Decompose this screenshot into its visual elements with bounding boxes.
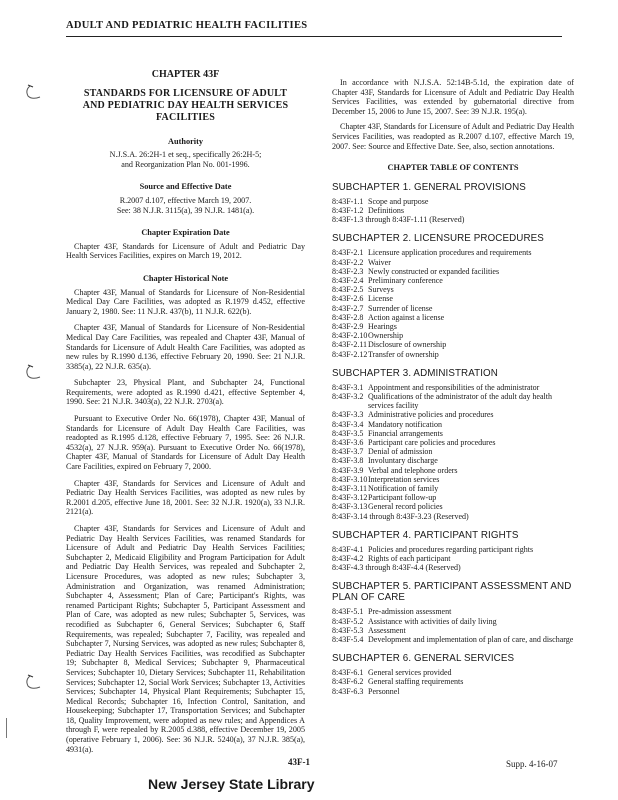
toc-section-number: 8:43F-2.9 <box>332 321 364 331</box>
toc-section-number: 8:43F-2.7 <box>332 303 364 313</box>
toc-reserved-range: 8:43F-3.14 through 8:43F-3.23 (Reserved) <box>332 511 469 521</box>
toc-section-row <box>332 502 574 511</box>
toc-title: CHAPTER TABLE OF CONTENTS <box>387 163 519 173</box>
history-paragraph: Chapter 43F, Standards for Services and Licensure of Adult and Pediatric Day Health Services Facilities, was renamed Standards for Licensure of Adult and Pediatric Day Health Services Facilities; Subchapter 2, Medicaid Eligibility and Program Participation for Adult and Pediatric Day Health Services, was repealed and Subchapter 2, Licensure Procedures, was adopted as new rules; Subchapter 3, Administration and Organization, was renamed Administration; Subchapter 4, Assessment; Plan of Care; Participant's Rights, was renamed Participant Rights; Subchapter 5, Participant Assessment and Plan of Care, was adopted as new rules; Subchapter 5, Services, was recodified as Subchapter 6, General Services; Subchapter 6, Staff Requirements, was repealed; Subchapter 7, Facility, was repealed and Subchapter 7, Nursing Services, was adopted as new rules; Subchapter 8, Pediatric Day Health Services Facilities, was recodified as Subchapter 19; Subchapter 8, Medical Services; Subchapter 9, Pharmaceutical Services; Subchapter 10, Dietary Services; Subchapter 11, Rehabilitation Services; Subchapter 12, Social Work Services; Subchapter 13, Activities Services; Subchapter 14, Physical Plant Requirements; Subchapter 15, Medical Records; Subchapter 16, Infection Control, Sanitation, and Housekeeping; Subchapter 17, Transportation Services; and Subchapter 18, Quality Improvement, were adopted as new rules; and Appendices A through F, were repealed by R.2005 d.388, effective December 19, 2005 (operative February 1, 2006). See: 36 N.J.R. 5240(a), 37 N.J.R. 385(a), 4931(a). <box>66 524 305 754</box>
page-code: 43F-1 <box>288 757 310 767</box>
authority-line: and Reorganization Plan No. 001-1996. <box>121 159 250 169</box>
toc-section-number: 8:43F-3.13 <box>332 502 368 512</box>
header-rule <box>66 36 562 37</box>
toc-section-number: 8:43F-2.6 <box>332 294 364 304</box>
toc-section-row <box>332 475 574 484</box>
toc-section-title: Surrender of license <box>368 303 433 313</box>
binding-hole-mark <box>22 82 48 102</box>
toc-section-title: General record policies <box>368 502 443 512</box>
toc-section-number: 8:43F-3.1 <box>332 382 364 392</box>
toc-section-number: 8:43F-2.12 <box>332 349 368 359</box>
toc-section-title: License <box>368 294 393 304</box>
toc-section-row <box>332 668 574 677</box>
toc-section-number: 8:43F-3.11 <box>332 484 368 494</box>
history-paragraph: Chapter 43F, Manual of Standards for Licensure of Non-Residential Medical Day Care Facilities, was adopted as R.1979 d.452, effective January 2, 1980. See: 11 N.J.R. 437(b), 11 N.J.R. 622(b). <box>66 287 305 316</box>
toc-section-number: 8:43F-2.2 <box>332 257 364 267</box>
toc-section-title: Participant follow-up <box>368 493 437 503</box>
toc-section-row <box>332 420 574 429</box>
history-paragraph: Subchapter 23, Physical Plant, and Subchapter 24, Functional Requirements, were adopted as R.1990 d.421, effective September 4, 1990. See: 21 N.J.R. 3403(a), 22 N.J.R. 2703(a). <box>66 378 305 407</box>
toc-subchapter-heading: SUBCHAPTER 3. ADMINISTRATION <box>332 367 498 379</box>
toc-section-row <box>332 331 574 340</box>
toc-section-row <box>332 554 574 563</box>
toc-section-title: Policies and procedures regarding participant rights <box>368 544 534 554</box>
toc-subchapter-heading: SUBCHAPTER 2. LICENSURE PROCEDURES <box>332 233 544 245</box>
binding-hole-mark <box>22 672 48 692</box>
toc-section-row <box>332 410 574 419</box>
toc-section-row <box>332 313 574 322</box>
toc-section-title: Transfer of ownership <box>368 349 439 359</box>
toc-section-row <box>332 304 574 313</box>
source-heading: Source and Effective Date <box>139 182 232 192</box>
toc-section-number: 8:43F-3.5 <box>332 428 364 438</box>
toc-section-row <box>332 340 574 349</box>
toc-section-row <box>332 466 574 475</box>
toc-section-row <box>332 258 574 267</box>
toc-section-number: 8:43F-2.11 <box>332 340 368 350</box>
toc-section-number: 8:43F-1.2 <box>332 205 364 215</box>
toc-subchapter-heading: SUBCHAPTER 6. GENERAL SERVICES <box>332 653 515 665</box>
toc-section-title: Personnel <box>368 686 400 696</box>
toc-section-title: Interpretation services <box>368 474 440 484</box>
toc-section-number: 8:43F-3.6 <box>332 438 364 448</box>
toc-section-title: Scope and purpose <box>368 196 429 206</box>
expiration-heading: Chapter Expiration Date <box>141 228 230 238</box>
toc-section-number: 8:43F-3.12 <box>332 493 368 503</box>
toc-section-row <box>332 456 574 465</box>
toc-section-number: 8:43F-2.10 <box>332 331 368 341</box>
toc-section-number: 8:43F-2.4 <box>332 275 364 285</box>
toc-section-title: Preliminary conference <box>368 275 443 285</box>
toc-section-row <box>332 350 574 359</box>
right-column <box>332 50 574 696</box>
toc-section-row <box>332 545 574 554</box>
toc-section-row <box>332 322 574 331</box>
toc-section-row <box>332 294 574 303</box>
history-paragraph: Chapter 43F, Manual of Standards for Licensure of Non-Residential Medical Day Care Facilities, was repealed and Chapter 43F, Manual of Standards for Licensure of Adult Health Care Facilities, was adopted as new rules by R.1990 d.136, effective February 20, 1990. See: 21 N.J.R. 3385(a), 22 N.J.R. 635(a). <box>66 323 305 371</box>
expiration-extension-paragraph: In accordance with N.J.S.A. 52:14B-5.1d, the expiration date of Chapter 43F, Standards for Licensure of Adult and Pediatric Day Health Services Facilities, was extended by gubernatorial directive from December 15, 2006 to June 15, 2007. See: 39 N.J.R. 195(a). <box>332 78 574 116</box>
expiration-text: Chapter 43F, Standards for Licensure of Adult and Pediatric Day Health Services Facilities, expires on March 19, 2012. <box>66 241 305 261</box>
toc-section-title: Ownership <box>368 331 404 341</box>
toc-section-title: Surveys <box>368 285 394 295</box>
toc-section-row <box>332 617 574 626</box>
toc-section-number: 8:43F-3.9 <box>332 465 364 475</box>
toc-section-number: 8:43F-5.2 <box>332 616 364 626</box>
authority-heading: Authority <box>167 136 204 146</box>
toc-section-title: Involuntary discharge <box>368 456 438 466</box>
toc-section-number: 8:43F-3.4 <box>332 419 364 429</box>
toc-section-row <box>332 493 574 502</box>
running-header: ADULT AND PEDIATRIC HEALTH FACILITIES <box>66 20 308 31</box>
toc-section-title: Assessment <box>368 625 406 635</box>
chapter-number: CHAPTER 43F <box>151 69 220 80</box>
toc-section-number: 8:43F-5.1 <box>332 607 364 617</box>
toc-section-number: 8:43F-3.2 <box>332 392 364 401</box>
toc-section-title: Qualifications of the administrator of the adult day health services facility <box>368 392 552 411</box>
history-paragraph: Chapter 43F, Standards for Services and Licensure of Adult and Pediatric Day Health Services Facilities, was adopted as new rules by R.2001 d.205, effective June 18, 2001. See: 32 N.J.R. 1920(a), 33 N.J.R. 2121(a). <box>66 478 305 517</box>
toc-section-number: 8:43F-2.1 <box>332 248 364 258</box>
toc-section-row <box>332 206 574 215</box>
supplement-date: Supp. 4-16-07 <box>506 759 558 769</box>
toc-section-title: Financial arrangements <box>368 428 443 438</box>
toc-section-row <box>332 197 574 206</box>
toc-subchapter-heading: SUBCHAPTER 5. PARTICIPANT ASSESSMENT AND PLAN OF CARE <box>332 581 572 604</box>
toc-section-number: 8:43F-2.8 <box>332 312 364 322</box>
library-watermark: New Jersey State Library <box>148 776 315 792</box>
toc-section-row <box>332 392 574 410</box>
toc-section-title: Disclosure of ownership <box>368 340 447 350</box>
toc-subchapter-heading: SUBCHAPTER 4. PARTICIPANT RIGHTS <box>332 529 519 541</box>
margin-tick <box>6 718 7 738</box>
toc-section-row <box>332 447 574 456</box>
toc-section-number: 8:43F-2.3 <box>332 266 364 276</box>
toc-section-row <box>332 687 574 696</box>
toc-section-number: 8:43F-3.8 <box>332 456 364 466</box>
toc-section-title: Verbal and telephone orders <box>368 465 458 475</box>
toc-section-title: Denial of admission <box>368 447 433 457</box>
toc-section-title: Newly constructed or expanded facilities <box>368 266 500 276</box>
toc-subchapter-heading: SUBCHAPTER 1. GENERAL PROVISIONS <box>332 181 526 193</box>
toc-section-title: Administrative policies and procedures <box>368 410 494 420</box>
toc-section-number: 8:43F-4.1 <box>332 544 364 554</box>
toc-section-number: 8:43F-2.5 <box>332 285 364 295</box>
left-column <box>66 50 305 761</box>
toc-section-number: 8:43F-3.7 <box>332 447 364 457</box>
toc-section-title: Action against a license <box>368 312 445 322</box>
toc-section-title: Development and implementation of plan of care, and discharge <box>368 635 574 645</box>
toc-section-number: 8:43F-6.3 <box>332 686 364 696</box>
toc-reserved-range: 8:43F-1.3 through 8:43F-1.11 (Reserved) <box>332 215 465 225</box>
toc-section-title: Participant care policies and procedures <box>368 438 496 448</box>
source-line: See: 38 N.J.R. 3115(a), 39 N.J.R. 1481(a). <box>116 205 255 215</box>
toc-section-number: 8:43F-3.3 <box>332 410 364 420</box>
toc-section-row <box>332 607 574 616</box>
toc-section-title: Waiver <box>368 257 391 267</box>
toc-section-row <box>332 438 574 447</box>
toc-section-title: Notification of family <box>368 484 439 494</box>
toc-section-title: General services provided <box>368 668 452 678</box>
toc-section-number: 8:43F-5.4 <box>332 635 364 645</box>
authority-line: N.J.S.A. 26:2H-1 et seq., specifically 26:2H-5; <box>109 150 262 160</box>
toc-section-title: Rights of each participant <box>368 554 451 564</box>
table-of-contents <box>332 182 574 696</box>
toc-section-title: Mandatory notification <box>368 419 442 429</box>
toc-section-number: 8:43F-6.1 <box>332 668 364 678</box>
toc-section-number: 8:43F-4.2 <box>332 554 364 564</box>
toc-section-row <box>332 635 574 644</box>
toc-section-title: Licensure application procedures and requirements <box>368 248 532 258</box>
toc-section-row <box>332 484 574 493</box>
toc-section-title: Appointment and responsibilities of the administrator <box>368 382 540 392</box>
history-heading: Chapter Historical Note <box>142 273 229 283</box>
binding-hole-mark <box>22 362 48 382</box>
toc-section-row <box>332 248 574 257</box>
toc-section-row <box>332 285 574 294</box>
toc-section-number: 8:43F-6.2 <box>332 677 364 687</box>
toc-section-number: 8:43F-3.10 <box>332 474 368 484</box>
source-line: R.2007 d.107, effective March 19, 2007. <box>119 195 252 205</box>
toc-section-row <box>332 276 574 285</box>
toc-section-title: Pre-admission assessment <box>368 607 452 617</box>
toc-section-title: Hearings <box>368 321 397 331</box>
toc-section-row <box>332 677 574 686</box>
toc-section-row <box>332 383 574 392</box>
toc-section-title: General staffing requirements <box>368 677 464 687</box>
readoption-paragraph: Chapter 43F, Standards for Licensure of Adult and Pediatric Day Health Services Facilities, was readopted as R.2007 d.107, effective March 19, 2007. See: Source and Effective Date. See, also, section annotations. <box>332 122 574 151</box>
toc-section-title: Assistance with activities of daily living <box>368 616 497 626</box>
chapter-title: STANDARDS FOR LICENSURE OF ADULT AND PEDIATRIC DAY HEALTH SERVICES FACILITIES <box>82 87 289 123</box>
toc-section-row <box>332 626 574 635</box>
toc-reserved-range: 8:43F-4.3 through 8:43F-4.4 (Reserved) <box>332 563 461 573</box>
history-paragraph: Pursuant to Executive Order No. 66(1978), Chapter 43F, Manual of Standards for Licensure of Adult Day Health Care Facilities, was readopted as R.1995 d.128, effective February 7, 1995. See: 26 N.J.R. 4532(a), 27 N.J.R. 959(a). Pursuant to Executive Order No. 66(1978), Chapter 43F, Manual of Standards for Licensure of Adult Day Health Care Facilities, expired on February 7, 2000. <box>66 414 305 472</box>
toc-section-number: 8:43F-5.3 <box>332 625 364 635</box>
toc-section-number: 8:43F-1.1 <box>332 196 364 206</box>
toc-section-row <box>332 429 574 438</box>
toc-section-row <box>332 267 574 276</box>
toc-section-title: Definitions <box>368 205 404 215</box>
